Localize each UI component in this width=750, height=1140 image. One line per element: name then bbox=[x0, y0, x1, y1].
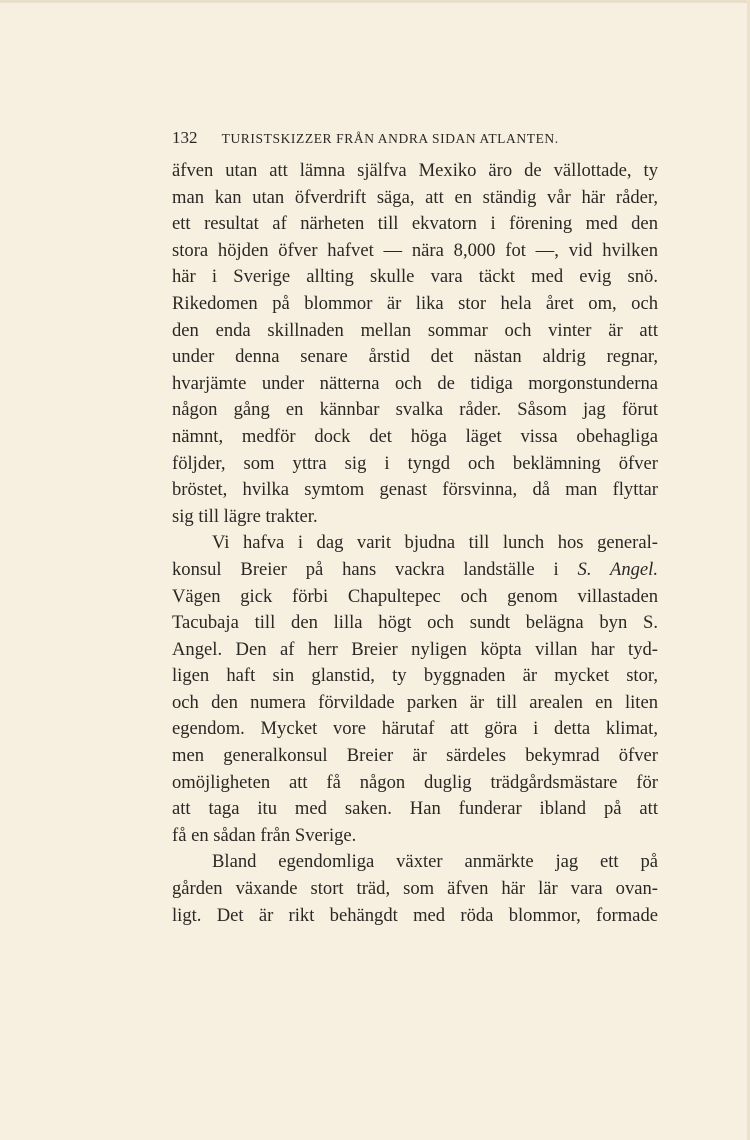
text-line: Angel. Den af herr Breier nyligen köpta villan har tyd- bbox=[172, 638, 658, 660]
text-line: här i Sverige allting skulle vara täckt med evig snö. bbox=[172, 266, 658, 288]
text-line: följder, som yttra sig i tyngd och beklämning öfver bbox=[172, 452, 658, 474]
text-line: den enda skillnaden mellan sommar och vinter är att bbox=[172, 319, 658, 341]
page-edge-top bbox=[0, 0, 750, 3]
text-line: sig till lägre trakter. bbox=[172, 505, 318, 527]
text-line: Bland egendomliga växter anmärkte jag ett på bbox=[212, 851, 658, 873]
text-line: egendom. Mycket vore härutaf att göra i detta klimat, bbox=[172, 718, 658, 740]
text-line: Vägen gick förbi Chapultepec och genom villastaden bbox=[172, 585, 658, 607]
text-line: men generalkonsul Breier är särdeles bekymrad öfver bbox=[172, 745, 658, 767]
text-line: stora höjden öfver hafvet — nära 8,000 fot —, vid hvilken bbox=[172, 239, 658, 261]
text-line: Rikedomen på blommor är lika stor hela året om, och bbox=[172, 292, 658, 314]
text-line: Tacubaja till den lilla högt och sundt belägna byn S. bbox=[172, 612, 658, 634]
text-line: ligen haft sin glanstid, ty byggnaden är mycket stor, bbox=[172, 665, 658, 687]
text-line: gården växande stort träd, som äfven här lär vara ovan- bbox=[172, 878, 658, 900]
text-line: att taga itu med saken. Han funderar ibland på att bbox=[172, 798, 658, 820]
text-line: nämnt, medför dock det höga läget vissa obehagliga bbox=[172, 425, 658, 447]
text-line: Vi hafva i dag varit bjudna till lunch hos general- bbox=[212, 532, 658, 554]
text-line: och den numera förvildade parken är till arealen en liten bbox=[172, 691, 658, 713]
body-text bbox=[172, 158, 658, 929]
text-line: ett resultat af närheten till ekvatorn i förening med den bbox=[172, 213, 658, 235]
text-line: under denna senare årstid det nästan aldrig regnar, bbox=[172, 346, 658, 368]
text-span: konsul Breier på hans vackra landställe i bbox=[172, 558, 578, 580]
text-line: äfven utan att lämna själfva Mexiko äro de vällottade, ty bbox=[172, 160, 658, 181]
page-number: 132 bbox=[172, 128, 198, 147]
running-title: TURISTSKIZZER FRÅN ANDRA SIDAN ATLANTEN. bbox=[221, 131, 559, 146]
text-line: man kan utan öfverdrift säga, att en ständig vår här råder, bbox=[172, 186, 658, 208]
place-name-italic: S. Angel. bbox=[577, 558, 658, 580]
text-line: omöjligheten att få någon duglig trädgårdsmästare för bbox=[172, 771, 658, 793]
text-line: ligt. Det är rikt behängdt med röda blommor, formade bbox=[172, 904, 658, 926]
running-head bbox=[172, 128, 612, 150]
text-line bbox=[172, 557, 658, 584]
text-line: få en sådan från Sverige. bbox=[172, 824, 357, 846]
text-line: hvarjämte under nätterna och de tidiga morgonstunderna bbox=[172, 372, 658, 394]
text-line: någon gång en kännbar svalka råder. Såsom jag förut bbox=[172, 399, 658, 421]
text-line: bröstet, hvilka symtom genast försvinna, då man flyttar bbox=[172, 479, 658, 501]
